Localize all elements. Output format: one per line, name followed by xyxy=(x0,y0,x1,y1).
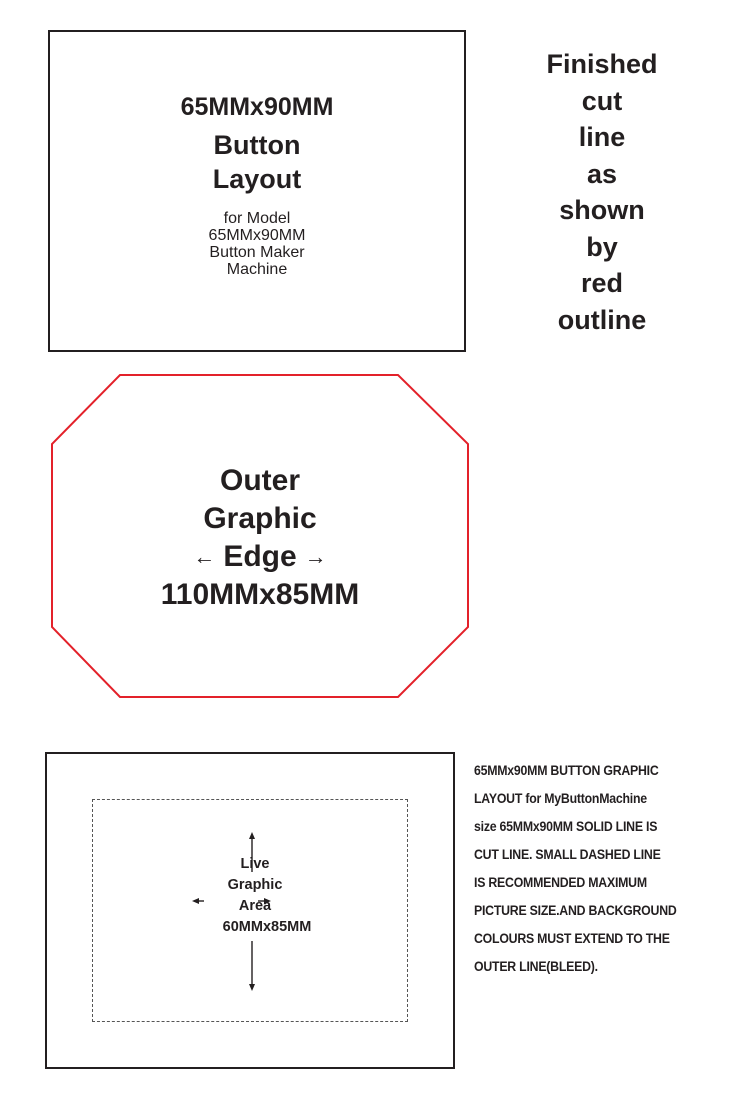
outer-graphic-dimensions: 110MMx85MM xyxy=(160,578,360,611)
layout-subtitle-line: Button xyxy=(213,130,301,160)
description-line: PICTURE SIZE.AND BACKGROUND xyxy=(474,903,677,918)
live-area-label xyxy=(185,854,325,938)
layout-detail-line: Button Maker xyxy=(209,244,305,261)
cut-line-note-line: by xyxy=(586,231,618,262)
cut-line-note-line: as xyxy=(586,158,618,189)
description-line: 65MMx90MM BUTTON GRAPHIC xyxy=(474,763,659,778)
live-area-line: Area xyxy=(238,898,272,914)
outer-graphic-line: Graphic xyxy=(203,502,317,535)
description-line: size 65MMx90MM SOLID LINE IS xyxy=(474,819,658,834)
live-area-dimensions: 60MMx85MM xyxy=(222,919,312,935)
description-line: IS RECOMMENDED MAXIMUM xyxy=(474,875,647,890)
arrow-right-icon: → xyxy=(304,544,327,569)
edge-row xyxy=(52,538,468,576)
cut-line-note-line: red xyxy=(580,268,624,298)
arrow-left-icon: ← xyxy=(193,544,216,569)
outer-graphic-line: Outer xyxy=(219,464,300,497)
description-line: LAYOUT for MyButtonMachine xyxy=(474,791,647,806)
layout-detail-line: for Model xyxy=(223,210,291,227)
layout-description xyxy=(474,757,728,981)
edge-label: Edge xyxy=(223,540,297,573)
cut-line-note-line: cut xyxy=(581,85,623,116)
description-line: OUTER LINE(BLEED). xyxy=(474,959,598,974)
cut-line-note-line: line xyxy=(578,122,626,152)
cut-line-note-line: Finished xyxy=(546,49,658,79)
description-line: COLOURS MUST EXTEND TO THE xyxy=(474,931,670,946)
layout-detail-line: Machine xyxy=(226,261,288,278)
layout-subtitle-line: Layout xyxy=(212,164,302,194)
live-area-line: Graphic xyxy=(227,877,283,893)
cut-line-note-line: outline xyxy=(557,304,647,335)
outer-graphic-label xyxy=(52,462,468,614)
layout-detail-line: 65MMx90MM xyxy=(208,227,306,244)
cut-line-note-line: shown xyxy=(559,195,645,225)
layout-title: 65MMx90MM xyxy=(180,93,334,121)
live-area-line: Live xyxy=(240,856,270,872)
description-line: CUT LINE. SMALL DASHED LINE xyxy=(474,847,661,862)
